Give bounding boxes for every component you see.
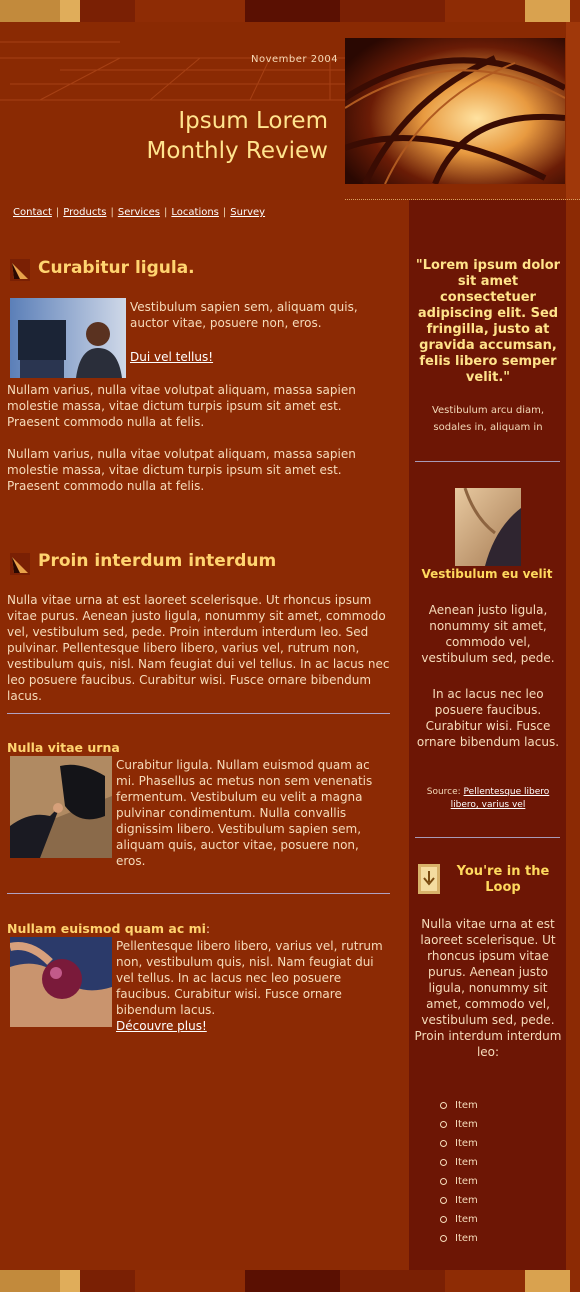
section-1-para-1: Nullam varius, nulla vitae volutpat aliquam, massa sapien molestie massa, vitae dictum turpis ipsum sit amet est. Praesent commodo nulla at felis. (7, 383, 356, 429)
list-item: Item (440, 1212, 478, 1231)
loop-item-list (440, 1098, 478, 1250)
list-item: Item (440, 1231, 478, 1250)
source-label: Source: (426, 787, 464, 797)
nav-contact[interactable]: Contact (13, 207, 52, 218)
nav-products[interactable]: Products (63, 207, 107, 218)
section-2-title: Proin interdum interdum (38, 551, 277, 571)
top-decor-bar (0, 0, 580, 22)
title-line-1: Ipsum Lorem (178, 108, 328, 134)
list-item: Item (440, 1155, 478, 1174)
nav-separator: | (55, 207, 60, 218)
title-line-2: Monthly Review (146, 138, 328, 164)
article-1-text: Curabitur ligula. Nullam euismod quam ac mi. Phasellus ac metus non sem venenatis fermentum. Vestibulum eu velit a magna pulvinar condimentum. Nulla convallis dignissim libero. Vestibulum sapien sem, aliquam quis, auctor vitae, posuere non, eros. (116, 758, 373, 868)
header-photo-image (345, 38, 565, 184)
article-2-title (7, 921, 210, 936)
loop-title: You're in the Loop (456, 864, 550, 895)
handshake-image (10, 756, 112, 858)
list-item: Item (440, 1193, 478, 1212)
pull-quote-caption: Vestibulum arcu diam, sodales in, aliquam in (431, 405, 545, 433)
main-divider (7, 893, 390, 894)
sidebar-divider (415, 461, 560, 462)
section-bullet-icon (10, 259, 30, 281)
section-1-para-2: Nullam varius, nulla vitae volutpat aliquam, massa sapien molestie massa, vitae dictum turpis ipsum sit amet est. Praesent commodo nulla at felis. (7, 447, 356, 493)
list-item: Item (440, 1136, 478, 1155)
feature-text-1: Aenean justo ligula, nonummy sit amet, commodo vel, vestibulum sed, pede. (421, 603, 555, 665)
nav-locations[interactable]: Locations (171, 207, 219, 218)
nav-separator: | (222, 207, 227, 218)
loop-text: Nulla vitae urna at est laoreet scelerisque. Ut rhoncus ipsum vitae purus. Aenean justo ligula, nonummy sit amet, commodo vel, vestibulum sed, pede. Proin interdum interdum leo: (414, 917, 562, 1059)
article-2-title-text: Nullam euismod quam ac mi (7, 921, 206, 936)
bottom-decor-bar (0, 1270, 580, 1292)
section-1-intro: Vestibulum sapien sem, aliquam quis, auctor vitae, posuere non, eros. (130, 300, 358, 330)
masthead (0, 22, 580, 200)
pull-quote: "Lorem ipsum dolor sit amet consectetuer adipiscing elit. Sed fringilla, justo at gravida accumsan, felis libero semper velit." (415, 258, 561, 385)
main-divider (7, 713, 390, 714)
nav-services[interactable]: Services (117, 207, 161, 218)
feature-thumbnail-image (455, 488, 521, 566)
sidebar-right-strip (566, 200, 580, 1270)
nav-separator: | (164, 207, 168, 218)
download-arrow-icon (418, 864, 440, 894)
article-1-title: Nulla vitae urna (7, 740, 120, 755)
list-item: Item (440, 1098, 478, 1117)
section-bullet-icon (10, 553, 30, 575)
nav-separator: | (110, 207, 114, 218)
article-2-title-suffix: : (205, 921, 211, 936)
section-2-para: Nulla vitae urna at est laoreet scelerisque. Ut rhoncus ipsum vitae purus. Aenean justo ligula, nonummy sit amet, commodo vel, vestibulum sed, pede. Proin interdum interdum leo. Sed pulvinar. Pellentesque libero libero, varius vel, rutrum non, vestibulum quis, nisl. Nam feugiat dui vel tellus. In ac lacus nec leo posuere faucibus. Curabitur wisi. Fusce ornare bibendum lacus. (7, 593, 390, 703)
header-right-strip (566, 22, 580, 200)
article-2-link[interactable]: Découvre plus! (116, 1019, 207, 1033)
nav-survey[interactable]: Survey (230, 207, 266, 218)
list-item: Item (440, 1174, 478, 1193)
man-at-computer-image (10, 298, 126, 378)
feature-source (414, 786, 562, 812)
feature-text-2: In ac lacus nec leo posuere faucibus. Curabitur wisi. Fusce ornare bibendum lacus. (416, 687, 560, 749)
section-1-link[interactable]: Dui vel tellus! (130, 350, 214, 364)
issue-date: November 2004 (251, 54, 339, 65)
page-title (147, 106, 328, 166)
source-link[interactable]: Pellentesque libero libero, varius vel (450, 787, 550, 810)
sidebar-divider (415, 837, 560, 838)
section-1-title: Curabitur ligula. (38, 258, 195, 278)
top-nav (13, 207, 265, 218)
hands-holding-globe-image (10, 937, 112, 1027)
article-2-text: Pellentesque libero libero, varius vel, rutrum non, vestibulum quis, nisl. Nam feugiat dui vel tellus. In ac lacus nec leo posuere faucibus. Curabitur wisi. Fusce ornare bibendum lacus. (116, 939, 383, 1017)
feature-title: Vestibulum eu velit (421, 567, 553, 581)
list-item: Item (440, 1117, 478, 1136)
